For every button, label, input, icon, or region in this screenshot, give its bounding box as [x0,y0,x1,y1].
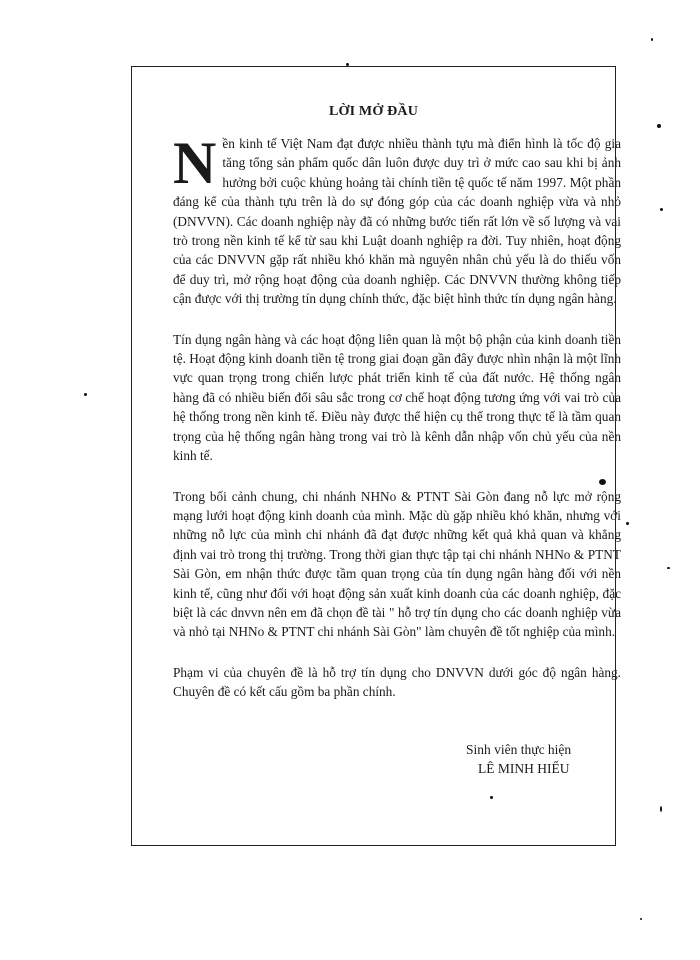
scan-speck [84,393,87,396]
scan-speck [660,806,662,812]
paragraph-1 [173,130,621,309]
document-title: LỜI MỞ ĐẦU [328,104,419,119]
scan-speck [346,63,349,66]
signature-name: LÊ MINH HIẾU [478,761,570,776]
scan-speck [626,522,629,525]
paragraph-2: Tín dụng ngân hàng và các hoạt động liên quan là một bộ phận của kinh doanh tiền tệ. Hoạt động kinh doanh tiền tệ trong giai đoạn gần đây được nhìn nhận là một lĩnh vực quan trọng trong chiến lược phát triển kinh tế của đất nước. Hệ thống ngân hàng đã có nhiều biến đổi sâu sắc trong cơ chế hoạt động tương ứng với vai trò của hệ thống trong nền kinh tế. Điều này được thể hiện cụ thể trong thực tế là tầm quan trọng của hệ thống ngân hàng trong vai trò là kênh dẫn nhập vốn chủ yếu của nền kinh tế. [173,331,621,464]
scan-speck [657,124,661,128]
signature-block [466,740,571,778]
scan-speck [599,479,606,485]
paragraph-1-text: ền kinh tế Việt Nam đạt được nhiều thành tựu mà điển hình là tốc độ gia tăng tổng sản phẩm quốc dân luôn được duy trì ở mức cao sau khi bị ảnh hưởng bởi cuộc khủng hoảng tài chính tiền tệ quốc tế năm 1997. Một phần đáng kể của thành tựu trên là do sự đóng góp của các doanh nghiệp vừa và nhỏ (DNVVN). Các doanh nghiệp này đã có những bước tiến rất lớn về số lượng và vai trò trong nền kinh tế kể từ sau khi Luật doanh nghiệp ra đời. Tuy nhiên, hoạt động của các DNVVN gặp rất nhiều khó khăn mà nguyên nhân chủ yếu là do thiếu vốn để duy trì, mở rộng hoạt động của doanh nghiệp. Các DNVVN thường không tiếp cận được với thị trường tín dụng chính thức, đặc biệt hình thức tín dụng ngân hàng. [173,136,621,307]
drop-cap: N [173,130,217,196]
signature-role: Sinh viên thực hiện [466,742,572,757]
paragraph-4: Phạm vi của chuyên đề là hỗ trợ tín dụng cho DNVVN dưới góc độ ngân hàng. Chuyên đề có kết cấu gồm ba phần chính. [173,664,621,700]
scan-speck [667,567,670,569]
scan-speck [660,208,663,211]
scan-speck [490,796,493,799]
paragraph-3: Trong bối cảnh chung, chi nhánh NHNo & PTNT Sài Gòn đang nỗ lực mở rộng mạng lưới hoạt động kinh doanh của mình. Mặc dù gặp nhiều khó khăn, nhưng với những nỗ lực của mình chi nhánh đã đạt được những kết quả khả quan và khẳng định vai trò trong thị trường. Trong thời gian thực tập tại chi nhánh NHNo & PTNT Sài Gòn, em nhận thức được tầm quan trọng của tín dụng ngân hàng đối với nền kinh tế, cũng như đối với hoạt động sản xuất kinh doanh của các doanh nghiệp, đặc biệt là các dnvvn nên em đã chọn đề tài " hỗ trợ tín dụng cho các doanh nghiệp vừa và nhỏ tại NHNo & PTNT chi nhánh Sài Gòn" làm chuyên đề tốt nghiệp của mình. [173,488,621,640]
scan-speck [651,38,653,41]
document-body [173,130,621,702]
scan-speck [640,918,642,920]
